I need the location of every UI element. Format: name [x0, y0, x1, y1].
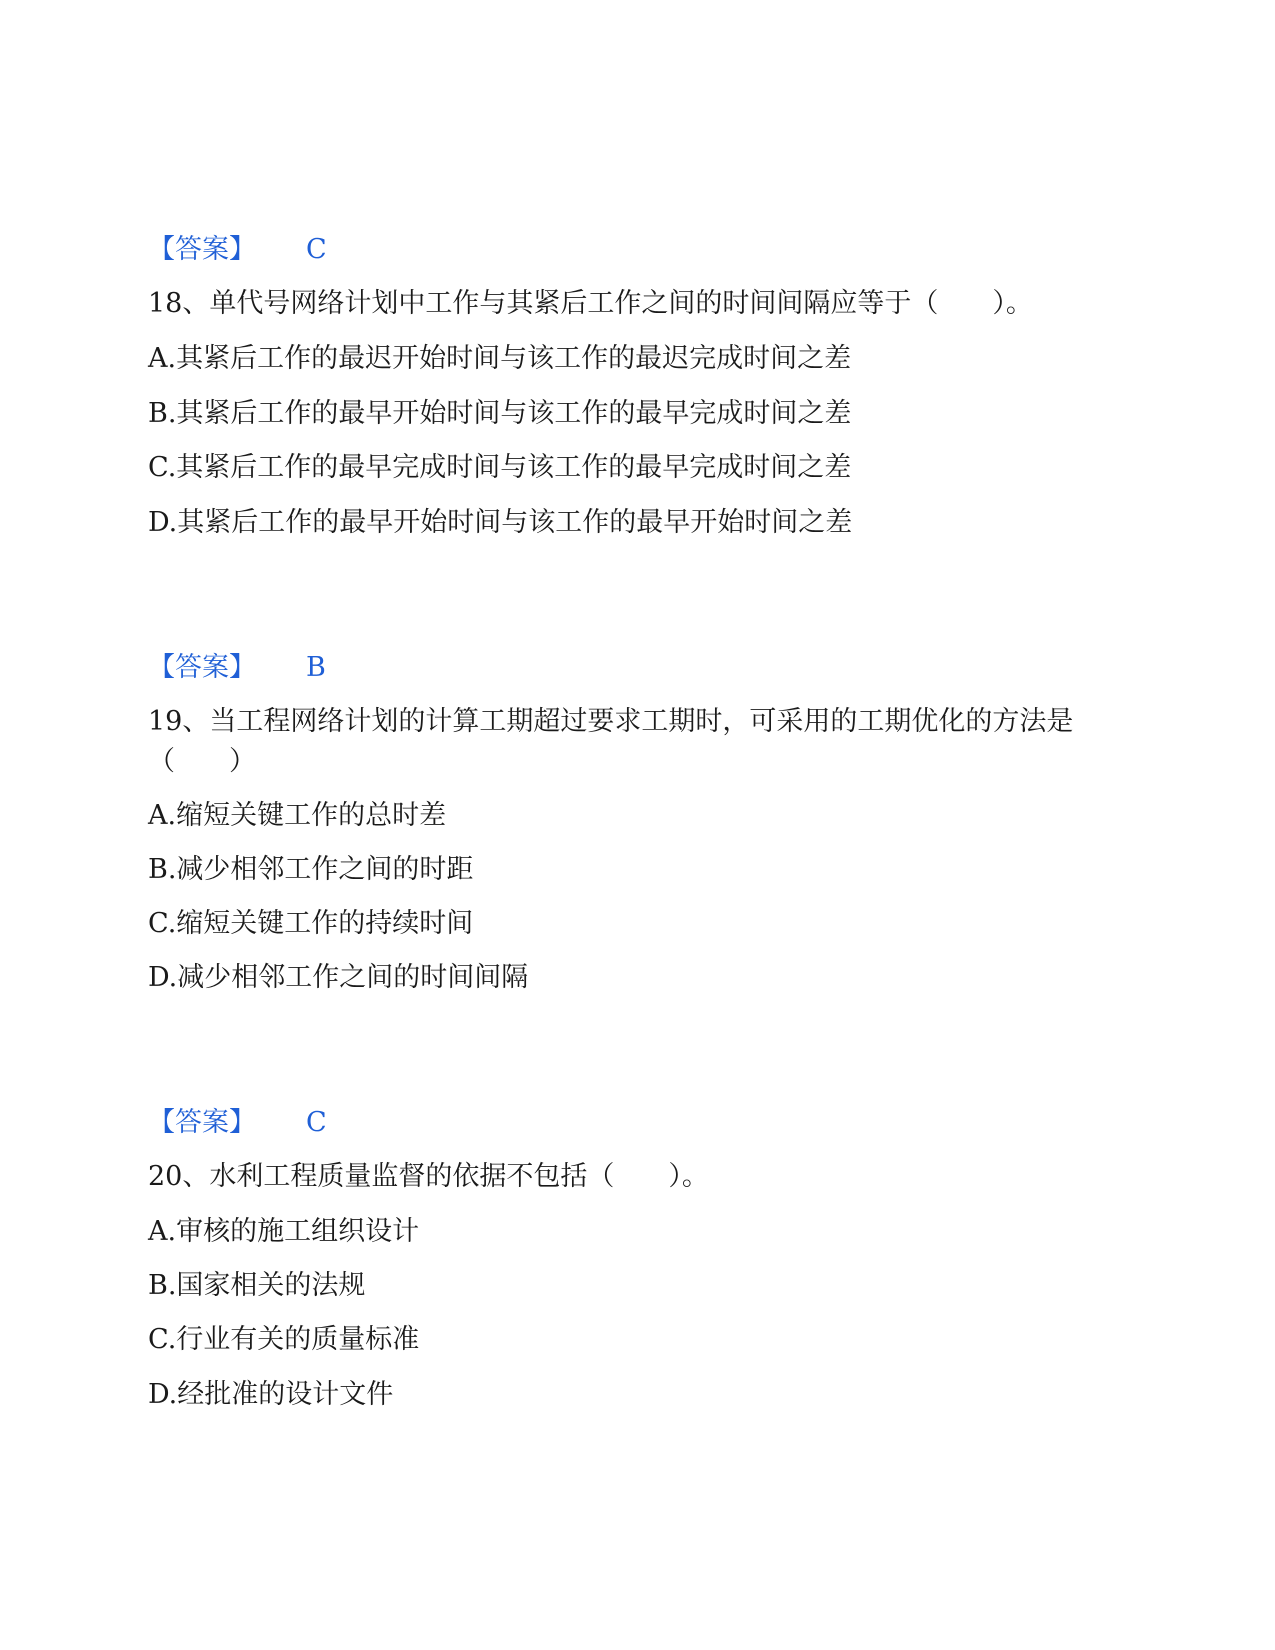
q18-answer-line: [148, 648, 326, 688]
answer-value: B: [306, 652, 326, 683]
q20-option-a: A.审核的施工组织设计: [148, 1216, 420, 1247]
q19-option-a: A.缩短关键工作的总时差: [148, 800, 447, 831]
question-18: 18、单代号网络计划中工作与其紧后工作之间的时间间隔应等于（ ）。: [148, 288, 1033, 319]
q19-answer-line: [148, 1103, 327, 1143]
answer-label: 【答案】: [148, 652, 256, 683]
q19-option-c: C.缩短关键工作的持续时间: [148, 908, 474, 939]
question-20: 20、水利工程质量监督的依据不包括（ ）。: [148, 1161, 709, 1192]
question-19: 19、当工程网络计划的计算工期超过要求工期时，可采用的工期优化的方法是（ ）: [148, 706, 1074, 777]
answer-line: [148, 230, 327, 270]
q18-option-b: B.其紧后工作的最早开始时间与该工作的最早完成时间之差: [148, 398, 852, 429]
answer-value: C: [306, 1107, 327, 1138]
q18-option-d: D.其紧后工作的最早开始时间与该工作的最早开始时间之差: [148, 507, 853, 538]
answer-label: 【答案】: [148, 1107, 256, 1138]
answer-value: C: [306, 234, 327, 265]
q20-option-c: C.行业有关的质量标准: [148, 1324, 420, 1355]
q19-option-d: D.减少相邻工作之间的时间间隔: [148, 962, 529, 993]
answer-label: 【答案】: [148, 234, 256, 265]
q18-option-a: A.其紧后工作的最迟开始时间与该工作的最迟完成时间之差: [148, 343, 852, 374]
q20-option-d: D.经批准的设计文件: [148, 1379, 394, 1410]
q18-option-c: C.其紧后工作的最早完成时间与该工作的最早完成时间之差: [148, 452, 852, 483]
q20-option-b: B.国家相关的法规: [148, 1270, 366, 1301]
q19-option-b: B.减少相邻工作之间的时距: [148, 854, 474, 885]
